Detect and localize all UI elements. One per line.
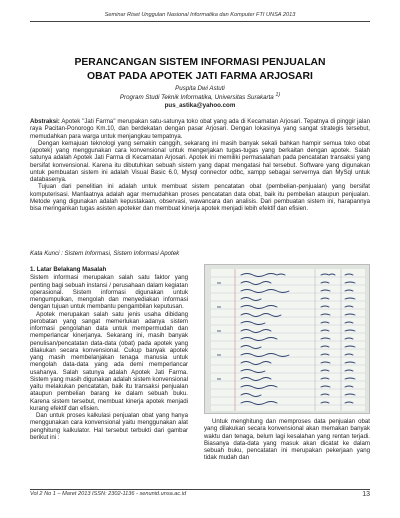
abstract-paragraph-2: Dengan kemajuan teknologi yang semakin canggih, sekarang ini masih banyak sekali bahkan hampir semua toko obat (apotek) yang menggunakan cara konvensional untuk mengerjakan tugas-tugas yang berkaitan dengan apotek. Salah satunya adalah Apotek Jati Farma di Kecamatan Arjosari. Apotek ini memiliki permasalahan pada pencatatan transaksi yang bersifat konvensional. Karena itu dibutuhkan sebuah sistem yang dapat mengatasi hal tersebut. Software yang digunakan untuk pembuatan sistem ini adalah Visual Basic 6.0, Mysql connector odbc, xampp sebagai servernya dan MySql untuk databasenya. [30, 139, 370, 183]
keywords: Kata Kunci : Sistem Informasi, Sistem Informasi Apotek [30, 250, 180, 257]
paper-title [60, 56, 340, 84]
right-column [204, 418, 370, 462]
affiliation-text: Program Studi Teknik Informatika, Universitas Surakarta [119, 94, 274, 102]
abstract-text-1: Apotek "Jati Farma" merupakan satu-satunya toko obat yang ada di Kecamatan Arjosari. Tepatnya di pinggir jalan raya Pacitan-Ponorogo Km.10, dan berdekatan dengan pasar Arjosari. Dengan lokasinya yang sangat strategis tersebut, memudahkan para warga untuk menjangkau tempatnya. [30, 118, 371, 140]
handwritten-ledger-photo [204, 264, 370, 414]
author-affiliation [60, 92, 340, 101]
header-divider [30, 21, 370, 22]
section-heading: 1. Latar Belakang Masalah [30, 266, 107, 273]
section-paragraph-2: Apotek merupakan salah satu jenis usaha dibidang perobatan yang sangat memerlukan adanya sistem informasi pengolahan data untuk mempermudah dan memperlancar kinerjanya. Sekarang ini, masih banyak penulisan/pencatatan data-data (obat) pada apotek yang dilakukan secara konvensional. Cukup banyak apotek yang masih membelanjakan tenaga manusia untuk mengolah data-data yang ada demi memperlancar usahanya. Salah satunya adalah Apotek Jati Farma. Sistem yang masih digunakan adalah sistem konvensional yaitu melakukan pencatatan, baik itu transaksi penjualan ataupun pembelian barang ke dalam sebuah buku. Karena sistem tersebut, membuat kinerja apotek menjadi kurang efektif dan efisien. [30, 310, 188, 412]
section-paragraph-1: Sistem informasi merupakan salah satu faktor yang penting bagi sebuah instansi / perusahaan dalam kegiatan operasional. Sistem informasi digunakan untuk mengumpulkan, mengolah dan menyediakan informasi dengan tujuan untuk membantu pengambilan keputusan. [30, 274, 188, 311]
running-footer: Vol 2 No 1 – Maret 2013 ISSN: 2302-1136 - senunid.unsa.ac.id [30, 491, 187, 497]
footer-divider [30, 489, 370, 490]
title-line-1: PERANCANGAN SISTEM INFORMASI PENJUALAN [74, 57, 326, 68]
ledger-photo-icon [205, 265, 370, 414]
author-email: pus_astika@yahoo.com [164, 101, 236, 109]
abstract [30, 118, 370, 212]
running-header: Seminar Riset Unggulan Nasional Informatika dan Komputer FTI UNSA 2013 [104, 12, 296, 18]
title-line-2: OBAT PADA APOTEK JATI FARMA ARJOSARI [87, 71, 313, 82]
section-paragraph-3: Dan untuk proses kalkulasi penjualan obat yang hanya menggunakan cara konvensional yaitu menggunakan alat penghitung kalkulator. Hal tersebut terbukti dari gambar berikut ini : [30, 412, 188, 441]
author-name: Puspita Dwi Astuti [175, 85, 225, 92]
left-column [30, 266, 188, 441]
affiliation-mark: 1) [275, 92, 281, 99]
abstract-label: Abstraksi: [30, 118, 60, 125]
abstract-paragraph-1 [30, 118, 370, 140]
page-number: 13 [362, 491, 370, 498]
author-block [60, 85, 340, 109]
abstract-paragraph-3: Tujuan dari penelitian ini adalah untuk membuat sistem pencatatan obat (pembelian-penjualan) yang bersifat komputerisasi. Manfaatnya adalah agar memudahkan proses pencatatan data obat, baik itu pembelian ataupun penjualan. Metode yang digunakan adalah kepustakaan, observasi, wawancara dan analisis. Dari pembuatan sistem ini, harapannya bisa meringankan tugas asisten apoteker dan membuat kinerja apotek menjadi lebih efektif dan efisien. [30, 183, 370, 212]
right-paragraph-1: Untuk menghitung dan memproses data penjualan obat yang dilakukan secara konvensional akan memakan banyak waktu dan tenaga, belum lagi kesalahan yang rentan terjadi. Biasanya data-data yang masuk akan dicatat ke dalam sebuah buku, pencatatan ini merupakan pekerjaan yang tidak mudah dan [204, 418, 370, 462]
